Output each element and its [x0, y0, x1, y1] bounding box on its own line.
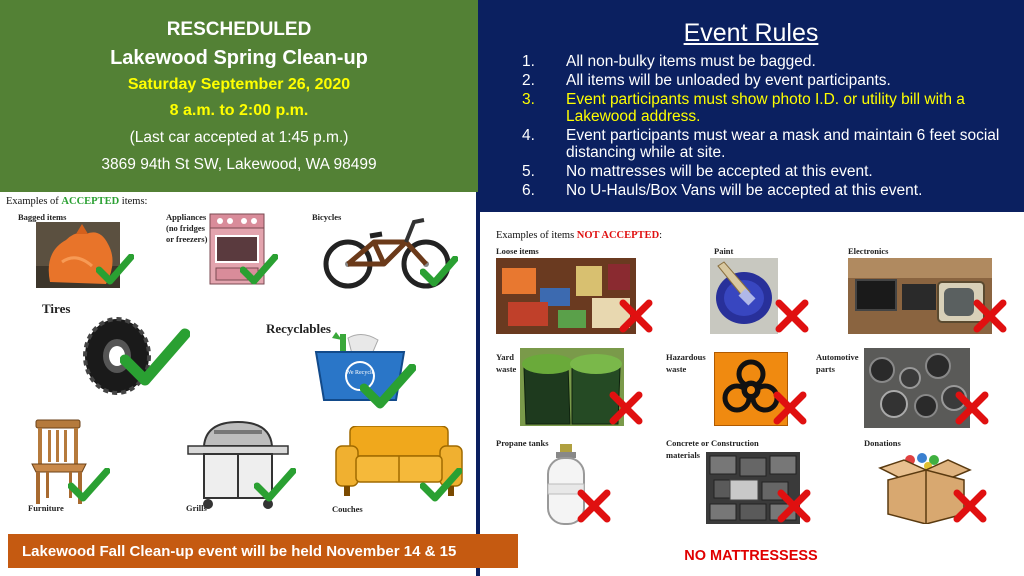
cross-icon: [776, 488, 812, 524]
rule-item: 4. Event participants must wear a mask and maintain 6 feet social distancing while at site.: [522, 127, 1000, 161]
yard-waste-label: Yard: [496, 352, 514, 362]
event-title: Lakewood Spring Clean-up: [110, 47, 368, 69]
propane-tanks-label: Propane tanks: [496, 438, 549, 448]
event-date: Saturday September 26, 2020: [127, 76, 351, 93]
last-car-note: (Last car accepted at 1:45 p.m.): [129, 129, 349, 146]
cross-icon: [608, 390, 644, 426]
bicycles-label: Bicycles: [312, 212, 342, 222]
rescheduled-label: RESCHEDULED: [166, 19, 312, 40]
bin-label: We Recycle: [345, 370, 375, 376]
hazardous-waste-label: waste: [666, 364, 687, 374]
event-address: 3869 94th St SW, Lakewood, WA 98499: [101, 156, 377, 173]
check-icon: [240, 254, 278, 286]
rules-list: [522, 53, 1002, 201]
appliances-label: Appliances: [166, 212, 207, 222]
appliances-note: or freezers): [166, 234, 208, 244]
fall-cleanup-banner: Lakewood Fall Clean-up event will be held November 14 & 15: [8, 534, 518, 568]
event-header: [0, 0, 478, 192]
check-icon: [420, 468, 462, 504]
hazardous-waste-label: Hazardous: [666, 352, 706, 362]
automotive-parts-label: parts: [816, 364, 835, 374]
couches-label: Couches: [332, 504, 363, 514]
concrete-label: materials: [666, 450, 700, 460]
recyclables-label: Recyclables: [266, 321, 331, 336]
furniture-label: Furniture: [28, 503, 64, 513]
appliances-note: (no fridges: [166, 223, 205, 233]
automotive-parts-label: Automotive: [816, 352, 859, 362]
loose-items-label: Loose items: [496, 246, 539, 256]
rule-item: 2. All items will be unloaded by event participants.: [522, 72, 891, 89]
rule-item: 6. No U-Hauls/Box Vans will be accepted at this event.: [522, 182, 923, 199]
paint-can-image: [710, 258, 778, 334]
cross-icon: [576, 488, 612, 524]
electronics-label: Electronics: [848, 246, 889, 256]
yard-waste-label: waste: [496, 364, 517, 374]
check-icon: [68, 468, 110, 504]
check-icon: [254, 468, 296, 504]
not-accepted-items-section: [478, 212, 1024, 576]
cross-icon: [972, 298, 1008, 334]
not-accepted-heading: Examples of items NOT ACCEPTED:: [496, 230, 663, 241]
grills-label: Grills: [186, 503, 207, 513]
donations-label: Donations: [864, 438, 901, 448]
cross-icon: [774, 298, 810, 334]
cross-icon: [772, 390, 808, 426]
electronics-image: [848, 258, 992, 334]
tires-label: Tires: [42, 301, 71, 316]
rules-title: Event Rules: [683, 19, 819, 47]
concrete-label: Concrete or Construction: [666, 438, 759, 448]
event-rules-panel: [478, 0, 1024, 212]
event-time: 8 a.m. to 2:00 p.m.: [169, 102, 309, 119]
paint-label: Paint: [714, 246, 734, 256]
rule-item: 5. No mattresses will be accepted at this event.: [522, 163, 873, 180]
check-icon: [96, 254, 134, 286]
check-icon: [420, 256, 458, 288]
accepted-heading: Examples of ACCEPTED items:: [6, 196, 148, 207]
cross-icon: [618, 298, 654, 334]
accepted-items-section: [0, 192, 478, 531]
check-icon: [120, 328, 190, 390]
no-mattresses-notice: NO MATTRESSESS: [684, 548, 818, 564]
check-icon: [360, 364, 416, 412]
cross-icon: [954, 390, 990, 426]
cross-icon: [952, 488, 988, 524]
bagged-items-label: Bagged items: [18, 212, 67, 222]
rule-item: 1. All non-bulky items must be bagged.: [522, 53, 816, 70]
loose-items-image: [496, 258, 636, 334]
rule-item-highlighted: 3. Event participants must show photo I.D. or utility bill with a Lakewood address.: [522, 91, 965, 125]
